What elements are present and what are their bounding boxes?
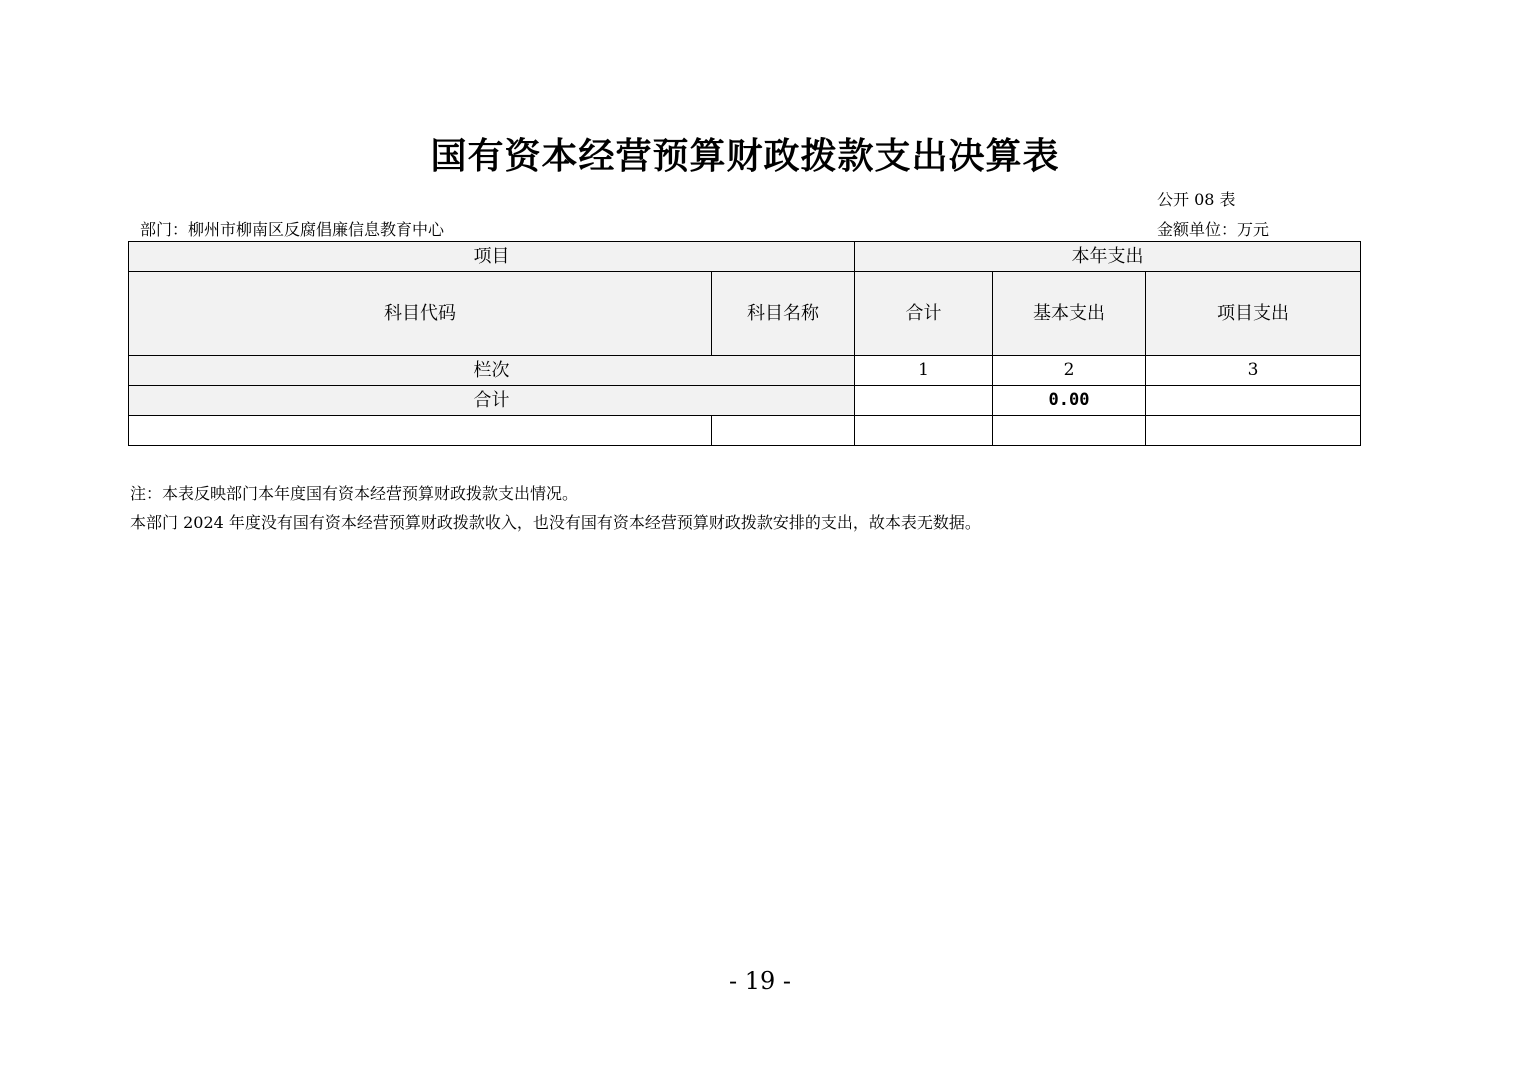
note-line-2: 本部门 2024 年度没有国有资本经营预算财政拨款收入，也没有国有资本经营预算财政拨款安排的支出，故本表无数据。 xyxy=(130,513,981,532)
department-label: 部门：柳州市柳南区反腐倡廉信息教育中心 xyxy=(140,220,445,239)
column-index-2: 2 xyxy=(993,356,1146,386)
note-line-1: 注：本表反映部门本年度国有资本经营预算财政拨款支出情况。 xyxy=(130,484,579,503)
page-title: 国有资本经营预算财政拨款支出决算表 xyxy=(430,135,1060,177)
total-basic-cell: 0.00 xyxy=(993,386,1146,416)
notes xyxy=(130,479,981,537)
column-index-1: 1 xyxy=(855,356,993,386)
form-number: 公开 08 表 xyxy=(1157,190,1236,209)
column-subject-name: 科目名称 xyxy=(712,272,855,356)
column-basic-expenditure: 基本支出 xyxy=(993,272,1146,356)
table-column-row xyxy=(129,272,1361,356)
table-cell-empty xyxy=(855,416,993,446)
total-total-cell xyxy=(855,386,993,416)
row-total-label: 合计 xyxy=(129,386,855,416)
page-number: - 19 - xyxy=(728,967,791,995)
column-index-3: 3 xyxy=(1146,356,1361,386)
table-cell-empty xyxy=(993,416,1146,446)
table-cell-empty xyxy=(1146,416,1361,446)
header-item: 项目 xyxy=(129,242,855,272)
total-project-cell xyxy=(1146,386,1361,416)
table-cell-empty xyxy=(129,416,712,446)
header-current-year: 本年支出 xyxy=(855,242,1361,272)
table-row xyxy=(129,416,1361,446)
table-total-row xyxy=(129,386,1361,416)
column-project-expenditure: 项目支出 xyxy=(1146,272,1361,356)
table-index-row xyxy=(129,356,1361,386)
amount-unit-label: 金额单位：万元 xyxy=(1157,220,1270,239)
row-index-label: 栏次 xyxy=(129,356,855,386)
column-total: 合计 xyxy=(855,272,993,356)
table-cell-empty xyxy=(712,416,855,446)
table-header-row xyxy=(129,242,1361,272)
column-subject-code: 科目代码 xyxy=(129,272,712,356)
expenditure-table xyxy=(128,241,1361,446)
